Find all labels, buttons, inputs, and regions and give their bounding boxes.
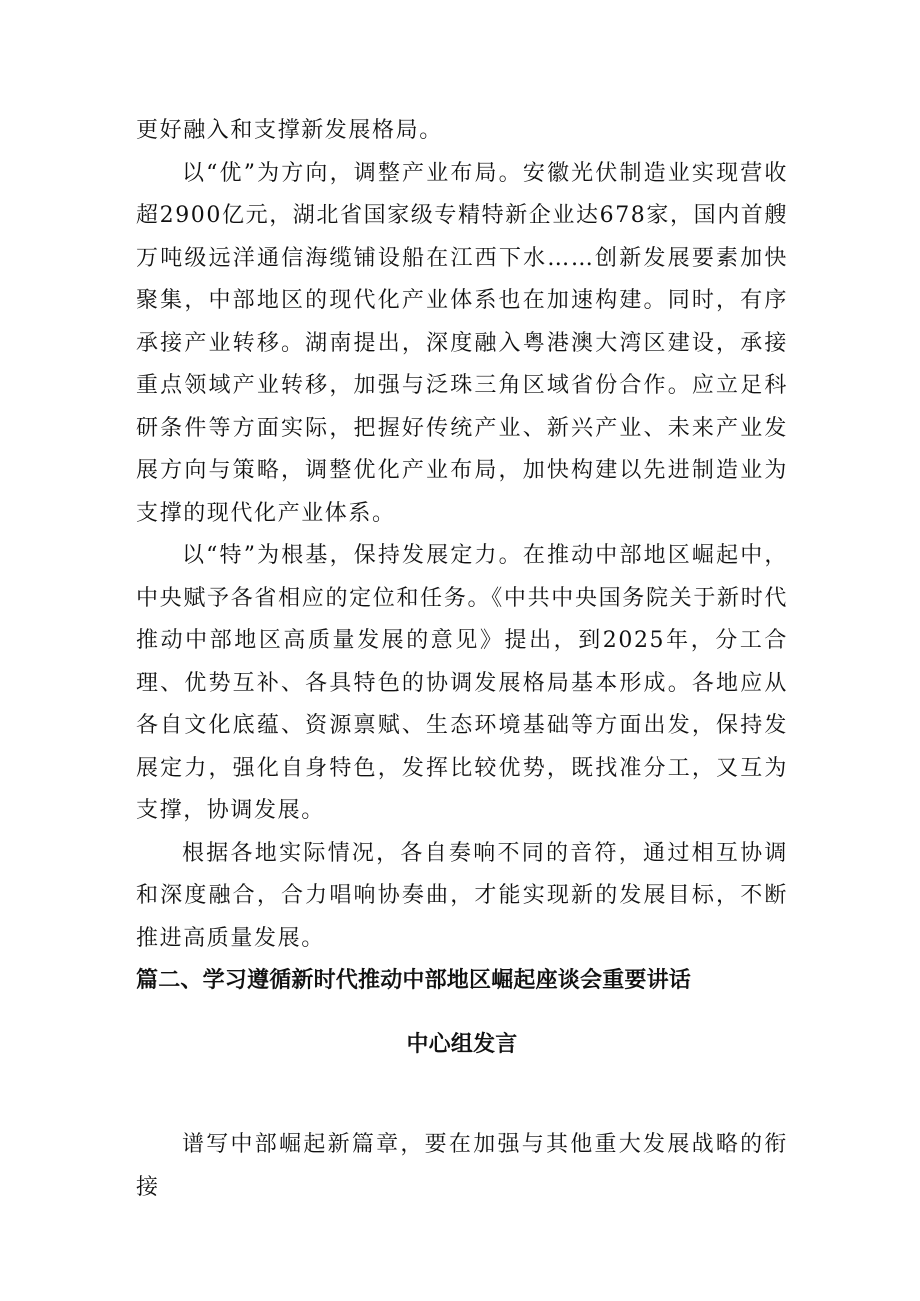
paragraph-opening: 谱写中部崛起新篇章，要在加强与其他重大发展战略的衔接	[136, 1132, 788, 1200]
paragraph-characteristic-foundation: 以“特”为根基，保持发展定力。在推动中部地区崛起中，中央赋予各省相应的定位和任务。《中共中央国务院关于新时代推动中部地区高质量发展的意见》提出，到2025年，分工合理、优势互补、各具特色的协调发展格局基本形成。各地应从各自文化底蕴、资源禀赋、生态环境基础等方面出发，保持发展定力，强化自身特色，发挥比较优势，既找准分工，又互为支撑，协调发展。	[136, 543, 788, 823]
section-title: 篇二、学习遵循新时代推动中部地区崛起座谈会重要讲话	[136, 968, 692, 993]
paragraph-optimize-industry: 以“优”为方向，调整产业布局。安徽光伏制造业实现营收超2900亿元，湖北省国家级专精特新企业达678家，国内首艘万吨级远洋通信海缆铺设船在江西下水……创新发展要素加快聚集，中部地区的现代化产业体系也在加速构建。同时，有序承接产业转移。湖南提出，深度融入粤港澳大湾区建设，承接重点领域产业转移，加强与泛珠三角区域省份合作。应立足科研条件等方面实际，把握好传统产业、新兴产业、未来产业发展方向与策略，调整优化产业布局，加快构建以先进制造业为支撑的现代化产业体系。	[136, 160, 788, 526]
document-body	[136, 110, 788, 1209]
paragraph-conclusion: 根据各地实际情况，各自奏响不同的音符，通过相互协调和深度融合，合力唱响协奏曲，才能实现新的发展目标，不断推进高质量发展。	[136, 840, 788, 951]
section-subtitle: 中心组发言	[406, 1032, 518, 1057]
paragraph-continuation: 更好融入和支撑新发展格局。	[136, 118, 443, 143]
